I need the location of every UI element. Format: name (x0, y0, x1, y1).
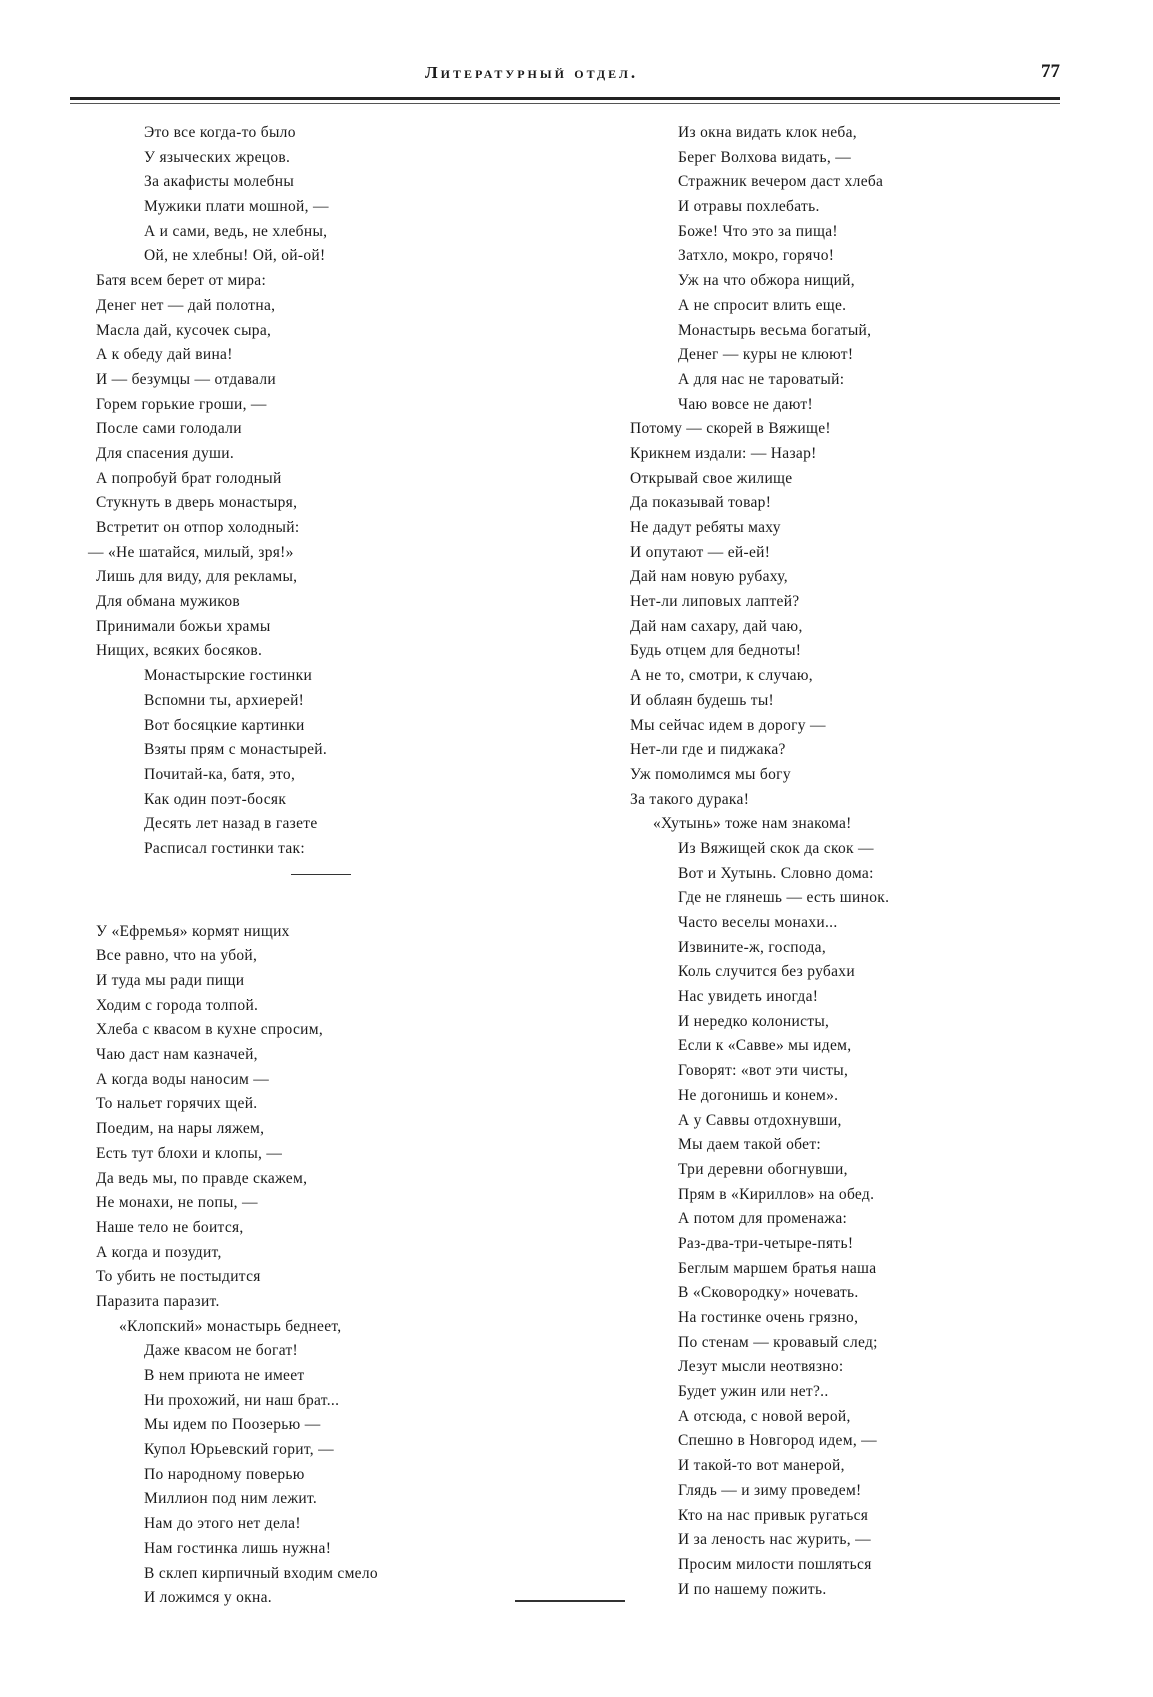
poem-line: Крикнем издали: — Назар! (630, 444, 817, 462)
poem-line: Мужики плати мошной, — (144, 198, 329, 216)
poem-line: На гостинке очень грязно, (678, 1309, 859, 1326)
poem-line: Купол Юрьевский горит, — (144, 1441, 334, 1459)
poem-line: В склеп кирпичный входим смело (144, 1564, 378, 1582)
poem-line: Лезут мысли неотвязно: (678, 1358, 844, 1376)
poem-line: И туда мы ради пищи (96, 972, 245, 989)
poem-line: Есть тут блохи и клопы, — (96, 1144, 283, 1162)
poem-line: Коль случится без рубахи (678, 963, 855, 981)
poem-line: Беглым маршем братья наша (678, 1259, 877, 1277)
header-rule-thin (70, 103, 1060, 104)
poem-line: И по нашему пожить. (678, 1580, 827, 1598)
poem-line: В нем приюта не имеет (144, 1367, 305, 1384)
poem-line: Вот босяцкие картинки (144, 716, 305, 734)
left-column (88, 121, 546, 1611)
poem-line: Мы сейчас идем в дорогу — (630, 716, 826, 734)
poem-line: Просим милости пошляться (678, 1555, 872, 1573)
poem-line: Нет-ли липовых лаптей? (630, 593, 800, 611)
poem-line: — «Не шатайся, милый, зря!» (88, 543, 294, 561)
poem-line: Дай нам сахару, дай чаю, (630, 617, 803, 635)
poem-line: Это все когда-то было (144, 124, 296, 141)
poem-line: Берег Волхова видать, — (678, 148, 852, 166)
poem-line: И отравы похлебать. (678, 198, 820, 216)
poem-line: А к обеду дай вина! (96, 346, 233, 364)
poem-line: Ходим с города толпой. (96, 996, 259, 1014)
poem-line: Вспомни ты, архиерей! (144, 691, 305, 709)
poem-line: Из Вяжищей скок да скок — (678, 839, 874, 857)
poem-line: А когда воды наносим — (96, 1070, 270, 1088)
poem-line: Извините-ж, господа, (678, 938, 827, 956)
poem-line: Прям в «Кириллов» на обед. (678, 1185, 875, 1203)
poem-line: Уж на что обжора нищий, (678, 272, 855, 290)
poem-line: Встретит он отпор холодный: (96, 519, 300, 536)
poem-line: И облаян будешь ты! (630, 691, 774, 709)
poem-line: Мы даем такой обет: (678, 1136, 821, 1154)
separator-mark (291, 874, 351, 875)
poem-line: Будет ужин или нет?.. (678, 1383, 829, 1401)
section-separator (96, 862, 546, 920)
header-rule (70, 97, 1060, 100)
poem-line: Денег нет — дай полотна, (96, 296, 276, 314)
poem-line: В «Сковородку» ночевать. (678, 1284, 859, 1302)
poem-line: Хлеба с квасом в кухне спросим, (96, 1021, 324, 1039)
poem-line: Нет-ли где и пиджака? (630, 741, 786, 759)
poem-line: Все равно, что на убой, (96, 947, 258, 965)
poem-line: Глядь — и зиму проведем! (678, 1481, 862, 1499)
poem-line: По стенам — кровавый след; (678, 1333, 878, 1351)
poem-line: И за леность нас журить, — (678, 1531, 871, 1549)
poem-line: А не то, смотри, к случаю, (630, 667, 813, 685)
poem-line: Принимали божьи храмы (96, 617, 271, 635)
poem-line: Говорят: «вот эти чисты, (678, 1062, 849, 1080)
poem-line: Вот и Хутынь. Словно дома: (678, 864, 874, 882)
poem-line: Да ведь мы, по правде скажем, (96, 1169, 308, 1187)
poem-line: Даже квасом не богат! (144, 1342, 299, 1360)
left-stanza-block-2 (96, 920, 546, 1611)
poem-line: Не догонишь и конем». (678, 1086, 839, 1104)
poem-line: Для спасения души. (96, 444, 235, 462)
poem-line: Расписал гостинки так: (144, 839, 305, 857)
poem-line: Взяты прям с монастырей. (144, 741, 328, 759)
poem-line: Стукнуть в дверь монастыря, (96, 494, 298, 512)
poem-line: То убить не постыдится (96, 1268, 261, 1286)
poem-line: И — безумцы — отдавали (96, 370, 276, 388)
poem-line: Нищих, всяких босяков. (96, 642, 263, 660)
left-stanza-block-1 (88, 121, 546, 862)
poem-line: Потому — скорей в Вяжище! (630, 420, 831, 438)
poem-line: По народному поверью (144, 1465, 305, 1483)
poem-line: Монастырь весьма богатый, (678, 321, 872, 339)
poem-line: А и сами, ведь, не хлебны, (144, 222, 328, 240)
poem-line: А попробуй брат голодный (96, 469, 282, 487)
poem-line: Десять лет назад в газете (144, 815, 318, 833)
poem-line: Монастырские гостинки (144, 667, 313, 685)
poem-line: У «Ефремья» кормят нищих (96, 922, 290, 940)
poem-line: И нередко колонисты, (678, 1012, 830, 1030)
poem-line: А для нас не тароватый: (678, 370, 845, 388)
poem-line: А у Саввы отдохнувши, (678, 1111, 842, 1129)
poem-line: Если к «Савве» мы идем, (678, 1037, 852, 1055)
poem-line: И ложимся у окна. (144, 1589, 272, 1607)
poem-line: Часто веселы монахи... (678, 914, 838, 931)
poem-line: Где не глянешь — есть шинок. (678, 889, 890, 907)
poem-line: Затхло, мокро, горячо! (678, 247, 835, 265)
poem-line: Горем горькие гроши, — (96, 395, 267, 413)
poem-line: И такой-то вот манерой, (678, 1457, 845, 1475)
poem-line: Кто на нас привык ругаться (678, 1506, 869, 1524)
poem-line: А отсюда, с новой верой, (678, 1407, 851, 1425)
poem-line: Уж помолимся мы богу (630, 765, 791, 783)
poem-line: Стражник вечером даст хлеба (678, 173, 884, 191)
poem-line: Раз-два-три-четыре-пять! (678, 1234, 854, 1252)
poem-line: За акафисты молебны (144, 173, 295, 191)
poem-line: Нас увидеть иногда! (678, 988, 819, 1006)
poem-line: Мы идем по Поозерью — (144, 1416, 321, 1434)
end-rule (515, 1600, 625, 1602)
poem-line: Из окна видать клок неба, (678, 124, 857, 141)
poem-line: Нам гостинка лишь нужна! (144, 1539, 332, 1557)
poem-line: Миллион под ним лежит. (144, 1490, 318, 1508)
poem-line: Наше тело не боится, (96, 1218, 244, 1236)
poem-line: Ой, не хлебны! Ой, ой-ой! (144, 247, 326, 265)
poem-line: Да показывай товар! (630, 494, 772, 512)
poem-line: А когда и позудит, (96, 1243, 222, 1261)
poem-line: И опутают — ей-ей! (630, 543, 771, 561)
section-title: Литературный отдел. (425, 63, 639, 82)
poem-line: То нальет горячих щей. (96, 1095, 258, 1113)
poem-line: «Клопский» монастырь беднеет, (119, 1317, 342, 1335)
poem-line: А не спросит влить еще. (678, 296, 847, 314)
poem-line: А потом для променажа: (678, 1210, 848, 1228)
poem-line: Денег — куры не клюют! (678, 346, 854, 364)
poem-line: «Хутынь» тоже нам знакома! (653, 815, 852, 833)
poem-line: Масла дай, кусочек сыра, (96, 321, 272, 339)
poem-line: Спешно в Новгород идем, — (678, 1432, 877, 1450)
poem-line: Открывай свое жилище (630, 469, 793, 487)
poem-line: Дай нам новую рубаху, (630, 568, 788, 586)
poem-line: Ни прохожий, ни наш брат... (144, 1391, 340, 1409)
poem-line: Нам до этого нет дела! (144, 1515, 301, 1533)
poem-line: Три деревни обогнувши, (678, 1160, 848, 1178)
right-column (630, 121, 1050, 1602)
poem-line: Чаю даст нам казначей, (96, 1046, 258, 1064)
right-stanza-block (630, 121, 1050, 1602)
poem-line: Боже! Что это за пища! (678, 222, 838, 240)
poem-line: Поедим, на нары ляжем, (96, 1120, 265, 1138)
poem-line: Паразита паразит. (96, 1292, 220, 1310)
poem-line: Не монахи, не попы, — (96, 1194, 258, 1212)
poem-line: Как один поэт-босяк (144, 790, 287, 808)
poem-line: У языческих жрецов. (144, 148, 291, 166)
poem-line: Будь отцем для бедноты! (630, 642, 802, 660)
poem-line: Лишь для виду, для рекламы, (96, 568, 298, 586)
page-number: 77 (1041, 61, 1060, 82)
poem-line: Батя всем берет от мира: (96, 272, 267, 290)
running-header (70, 63, 1060, 93)
poem-line: Чаю вовсе не дают! (678, 395, 813, 413)
poem-line: Для обмана мужиков (96, 593, 240, 611)
poem-line: Не дадут ребяты маху (630, 519, 781, 536)
poem-line: После сами голодали (96, 420, 242, 438)
poem-line: За такого дурака! (630, 790, 750, 808)
poem-line: Почитай-ка, батя, это, (144, 765, 296, 783)
